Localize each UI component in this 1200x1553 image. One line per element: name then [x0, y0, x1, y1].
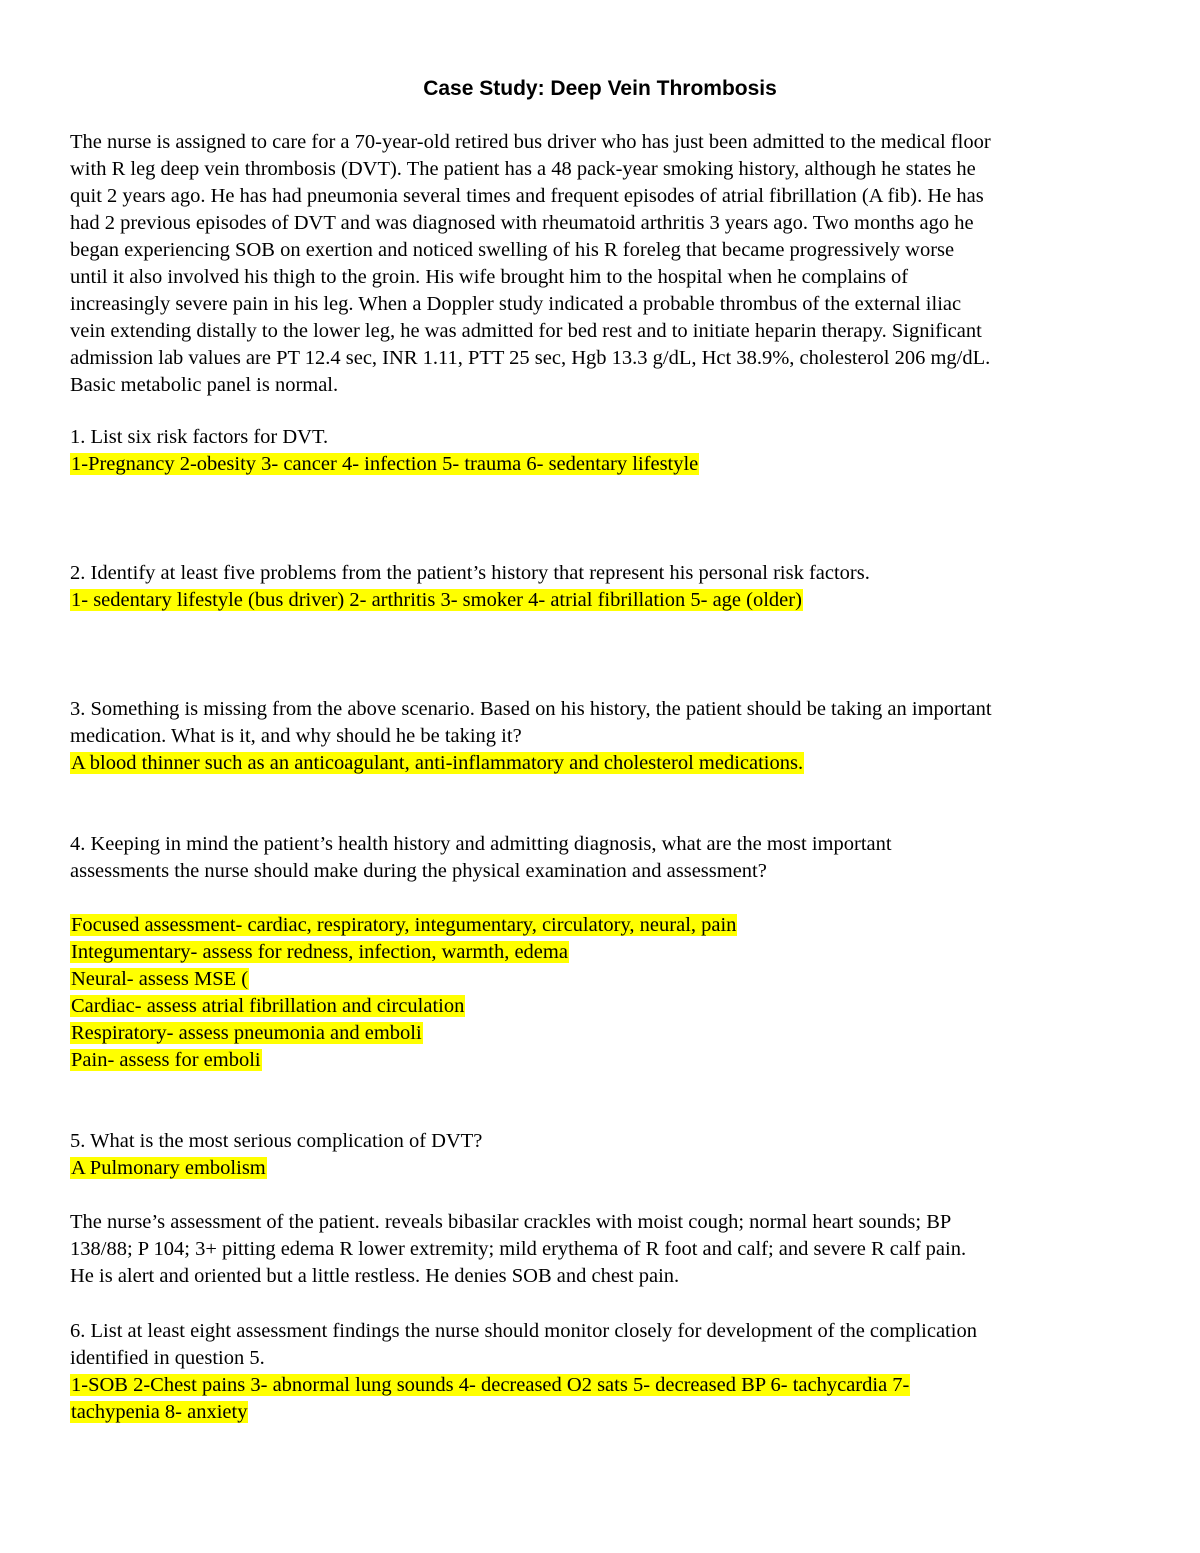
question-text: 5. What is the most serious complication of DVT? — [70, 1130, 483, 1152]
question-text: identified in question 5. — [70, 1347, 265, 1369]
scenario-line: increasingly severe pain in his leg. When a Doppler study indicated a probable thrombus of the external iliac — [70, 293, 962, 315]
scenario-line: Basic metabolic panel is normal. — [70, 374, 339, 396]
question-text: medication. What is it, and why should he be taking it? — [70, 725, 522, 747]
question-text: 4. Keeping in mind the patient’s health history and admitting diagnosis, what are the most important — [70, 833, 892, 855]
question-4-answers — [70, 912, 1135, 1074]
answer-highlight: 1-SOB 2-Chest pains 3- abnormal lung sounds 4- decreased O2 sats 5- decreased BP 6- tachycardia 7- — [71, 1374, 910, 1396]
answer-highlight: A Pulmonary embolism — [71, 1157, 266, 1179]
answer-highlight: tachypenia 8- anxiety — [71, 1401, 248, 1423]
question-text: assessments the nurse should make during the physical examination and assessment? — [70, 860, 767, 882]
question-text: 2. Identify at least five problems from the patient’s history that represent his personal risk factors. — [70, 562, 870, 584]
answer-highlight: Pain- assess for emboli — [71, 1049, 261, 1071]
scenario-line: admission lab values are PT 12.4 sec, INR 1.11, PTT 25 sec, Hgb 13.3 g/dL, Hct 38.9%, cholesterol 206 mg/dL. — [70, 347, 991, 369]
scenario-line: with R leg deep vein thrombosis (DVT). The patient has a 48 pack-year smoking history, although he states he — [70, 158, 976, 180]
answer-highlight: Integumentary- assess for redness, infection, warmth, edema — [71, 941, 568, 963]
scenario-line: had 2 previous episodes of DVT and was diagnosed with rheumatoid arthritis 3 years ago. Two months ago he — [70, 212, 974, 234]
scenario-line: quit 2 years ago. He has had pneumonia several times and frequent episodes of atrial fibrillation (A fib). He has — [70, 185, 984, 207]
question-4 — [70, 831, 1135, 885]
scenario-line: began experiencing SOB on exertion and noticed swelling of his R foreleg that became progressively worse — [70, 239, 955, 261]
question-text: 6. List at least eight assessment findings the nurse should monitor closely for development of the complication — [70, 1320, 977, 1342]
scenario-line: The nurse is assigned to care for a 70-year-old retired bus driver who has just been admitted to the medical floor — [70, 131, 991, 153]
question-1 — [70, 424, 1135, 478]
answer-highlight: A blood thinner such as an anticoagulant, anti-inflammatory and cholesterol medications. — [71, 752, 804, 774]
assessment-line: The nurse’s assessment of the patient. reveals bibasilar crackles with moist cough; normal heart sounds; BP — [70, 1211, 952, 1233]
scenario-paragraph — [70, 129, 1135, 399]
answer-highlight: Neural- assess MSE ( — [71, 968, 249, 990]
question-text: 3. Something is missing from the above scenario. Based on his history, the patient should be taking an important — [70, 698, 992, 720]
scenario-line: vein extending distally to the lower leg, he was admitted for bed rest and to initiate heparin therapy. Significant — [70, 320, 982, 342]
assessment-paragraph — [70, 1209, 1135, 1290]
answer-highlight: Cardiac- assess atrial fibrillation and circulation — [71, 995, 465, 1017]
assessment-line: He is alert and oriented but a little restless. He denies SOB and chest pain. — [70, 1265, 680, 1287]
scenario-line: until it also involved his thigh to the groin. His wife brought him to the hospital when he complains of — [70, 266, 909, 288]
question-text: 1. List six risk factors for DVT. — [70, 426, 329, 448]
assessment-line: 138/88; P 104; 3+ pitting edema R lower extremity; mild erythema of R foot and calf; and severe R calf pain. — [70, 1238, 967, 1260]
answer-highlight: Focused assessment- cardiac, respiratory, integumentary, circulatory, neural, pain — [71, 914, 737, 936]
answer-highlight: 1-Pregnancy 2-obesity 3- cancer 4- infection 5- trauma 6- sedentary lifestyle — [71, 453, 699, 475]
question-2 — [70, 560, 1135, 614]
answer-highlight: 1- sedentary lifestyle (bus driver) 2- arthritis 3- smoker 4- atrial fibrillation 5- age (older) — [71, 589, 802, 611]
question-3 — [70, 696, 1135, 777]
question-5 — [70, 1128, 1135, 1182]
answer-highlight: Respiratory- assess pneumonia and emboli — [71, 1022, 422, 1044]
document-title: Case Study: Deep Vein Thrombosis — [423, 77, 777, 100]
question-6 — [70, 1318, 1135, 1426]
